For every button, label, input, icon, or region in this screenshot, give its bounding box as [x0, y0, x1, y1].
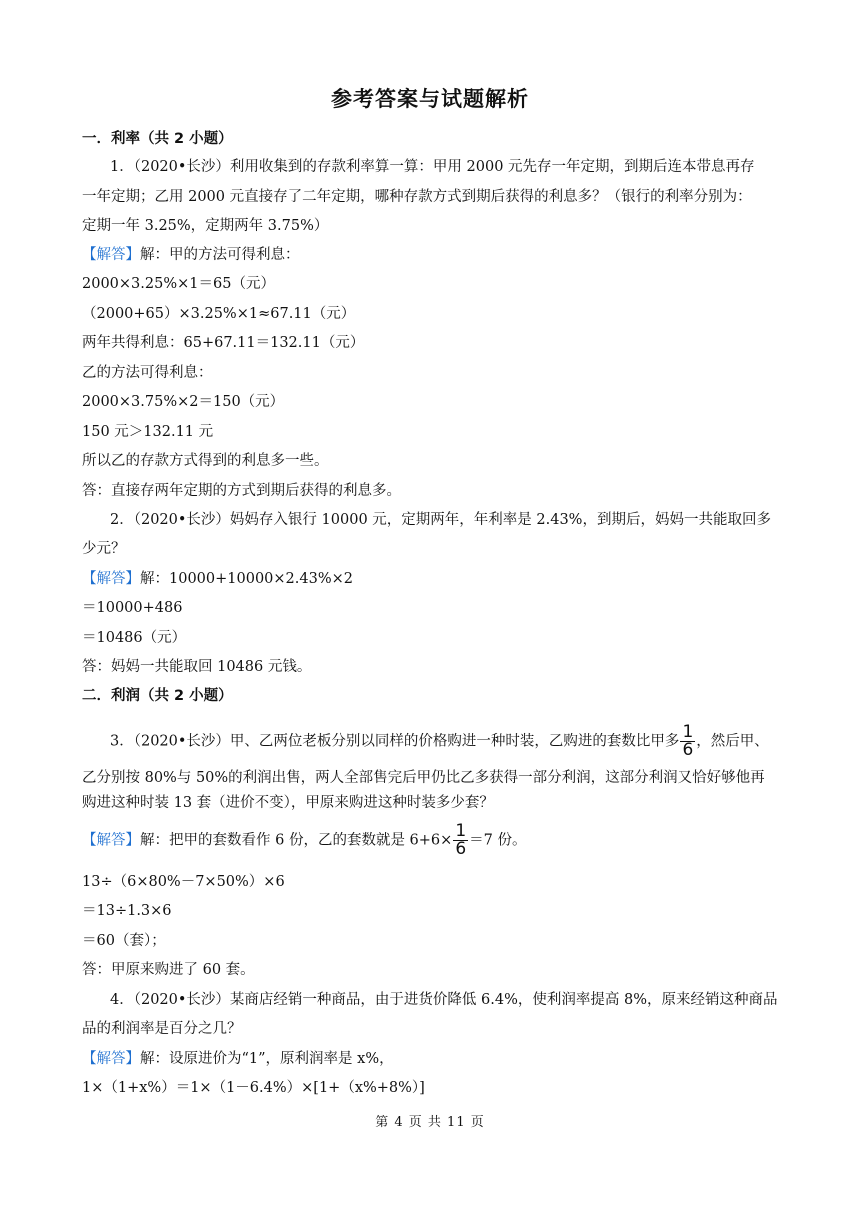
answer-1-line-5: 乙的方法可得利息：: [82, 365, 213, 381]
answer-4-line-2: 1×（1+x%）＝1×（1－6.4%）×[1+（x%+8%）]: [82, 1080, 425, 1096]
question-2-line-2: 少元？: [82, 541, 126, 557]
answer-3-line-5: 答：甲原来购进了 60 套。: [82, 962, 255, 978]
section-heading-interest: 一．利率（共 2 小题）: [82, 131, 233, 147]
answer-3-line-1: [82, 823, 526, 858]
answer-tag: 【解答】: [82, 247, 140, 263]
question-3-line-3: 购进这种时装 13 套（进价不变），甲原来购进这种时装多少套？: [82, 795, 494, 811]
answer-3-line-2: 13÷（6×80%－7×50%）×6: [82, 874, 285, 890]
page-title: 参考答案与试题解析: [331, 87, 529, 111]
answer-1-text: 解：甲的方法可得利息：: [140, 247, 300, 263]
answer-1-line-9: 答：直接存两年定期的方式到期后获得的利息多。: [82, 483, 401, 499]
answer-2-line-4: 答：妈妈一共能取回 10486 元钱。: [82, 659, 312, 675]
answer-3-text-a: 解：把甲的套数看作 6 份，乙的套数就是 6+6×: [140, 832, 453, 849]
answer-3-line-3: ＝13÷1.3×6: [82, 903, 172, 919]
question-3-line-1: [110, 724, 769, 759]
answer-2-line-1: [82, 569, 353, 589]
answer-tag: 【解答】: [82, 1051, 140, 1067]
answer-4-text: 解：设原进价为“1”，原利润率是 x%，: [140, 1051, 394, 1067]
question-1-line-3: 定期一年 3.25%，定期两年 3.75%）: [82, 218, 329, 234]
answer-1-line-6: 2000×3.75%×2＝150（元）: [82, 394, 285, 410]
fraction-denominator: 6: [682, 740, 694, 760]
fraction-one-sixth: [680, 724, 695, 759]
question-1-line-2: 一年定期；乙用 2000 元直接存了二年定期，哪种存款方式到期后获得的利息多？（银行的利率分别为：: [82, 189, 752, 205]
answer-1-line-4: 两年共得利息：65+67.11＝132.11（元）: [82, 335, 365, 351]
question-4-line-2: 品的利润率是百分之几？: [82, 1021, 242, 1037]
answer-tag: 【解答】: [82, 832, 140, 849]
answer-1-line-3: （2000+65）×3.25%×1≈67.11（元）: [82, 306, 356, 322]
answer-2-line-3: ＝10486（元）: [82, 630, 187, 646]
question-3-line-2: 乙分别按 80%与 50%的利润出售，两人全部售完后甲仍比乙多获得一部分利润，这部分利润又恰好够他再: [82, 770, 765, 786]
question-1-line-1: 1．（2020•长沙）利用收集到的存款利率算一算：甲用 2000 元先存一年定期，到期后连本带息再存: [110, 159, 755, 175]
answer-1-line-1: [82, 245, 300, 265]
section-heading-profit: 二．利润（共 2 小题）: [82, 688, 233, 704]
answer-4-line-1: [82, 1049, 394, 1069]
answer-tag: 【解答】: [82, 571, 140, 587]
answer-2-line-2: ＝10000+486: [82, 600, 183, 616]
page-footer: 第 4 页 共 11 页: [375, 1115, 485, 1130]
question-3-text-a: 3．（2020•长沙）甲、乙两位老板分别以同样的价格购进一种时装，乙购进的套数比甲多: [110, 733, 680, 750]
answer-1-line-2: 2000×3.25%×1＝65（元）: [82, 276, 275, 292]
fraction-numerator: 1: [682, 722, 694, 742]
question-4-line-1: 4．（2020•长沙）某商店经销一种商品，由于进货价降低 6.4%，使利润率提高 8%，原来经销这种商品: [110, 992, 778, 1008]
fraction-denominator: 6: [455, 839, 467, 859]
answer-1-line-7: 150 元＞132.11 元: [82, 424, 214, 440]
answer-3-text-b: ＝7 份。: [469, 832, 527, 849]
fraction-numerator: 1: [455, 821, 467, 841]
fraction-one-sixth: [453, 823, 468, 858]
question-2-line-1: 2．（2020•长沙）妈妈存入银行 10000 元，定期两年，年利率是 2.43%，到期后，妈妈一共能取回多: [110, 512, 771, 528]
answer-3-line-4: ＝60（套）；: [82, 933, 166, 949]
answer-2-text: 解：10000+10000×2.43%×2: [140, 571, 353, 587]
question-3-text-b: ，然后甲、: [696, 733, 769, 750]
answer-1-line-8: 所以乙的存款方式得到的利息多一些。: [82, 453, 329, 469]
